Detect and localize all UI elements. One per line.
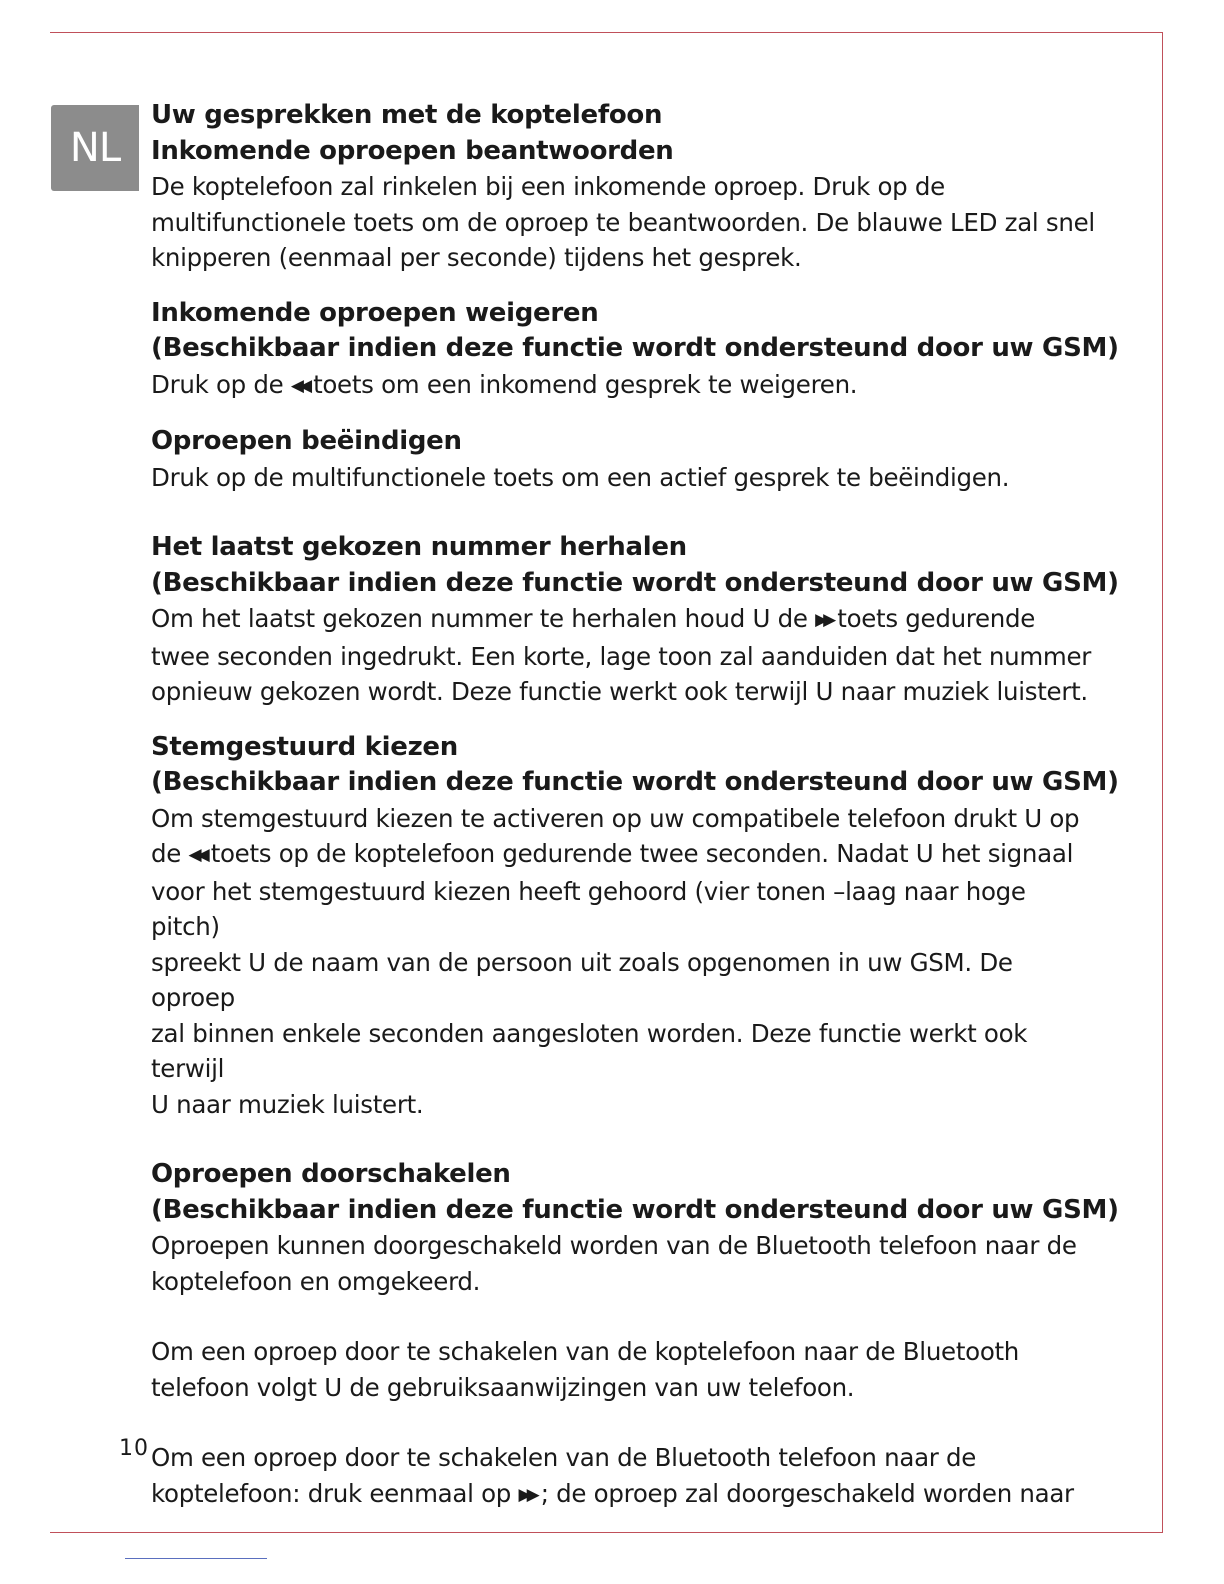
page-number: 10 <box>119 1436 149 1461</box>
body-line: opnieuw gekozen wordt. Deze functie werkt ook terwijl U naar muziek luistert. <box>151 677 1088 706</box>
section-title: Oproepen beëindigen <box>151 426 462 456</box>
availability-note: (Beschikbaar indien deze functie wordt ondersteund door uw GSM) <box>151 1194 1119 1225</box>
body-line: U naar muziek luistert. <box>151 1089 424 1119</box>
body-line: koptelefoon en omgekeerd. <box>151 1266 481 1296</box>
availability-note: (Beschikbaar indien deze functie wordt ondersteund door uw GSM) <box>151 333 1119 363</box>
body-line: Druk op de ◀◀ toets om een inkomend gesprek te weigeren. <box>151 369 858 399</box>
fast-forward-icon: ▶▶ <box>518 1484 535 1505</box>
body-line: knipperen (eenmaal per seconde) tijdens het gesprek. <box>151 243 802 272</box>
body-line: Oproepen kunnen doorgeschakeld worden van de Bluetooth telefoon naar de <box>151 1231 1077 1260</box>
availability-note: (Beschikbaar indien deze functie wordt ondersteund door uw GSM) <box>151 567 1119 598</box>
body-line: de ◀◀ toets op de koptelefoon gedurende twee seconden. Nadat U het signaal <box>151 839 1074 868</box>
fast-forward-icon: ▶▶ <box>815 610 832 630</box>
section-title: Het laatst gekozen nummer herhalen <box>151 532 687 562</box>
section-subtitle: Inkomende oproepen beantwoorden <box>151 135 674 166</box>
body-line: telefoon volgt U de gebruiksaanwijzingen van uw telefoon. <box>151 1372 855 1402</box>
page-frame-bottom <box>50 1532 1163 1533</box>
body-line: Om een oproep door te schakelen van de koptelefoon naar de Bluetooth <box>151 1337 1020 1366</box>
section-title: Oproepen doorschakelen <box>151 1159 511 1189</box>
section-title: Stemgestuurd kiezen <box>151 731 458 762</box>
rewind-icon: ◀◀ <box>290 375 308 396</box>
body-line: De koptelefoon zal rinkelen bij een inkomende oproep. Druk op de <box>151 172 945 201</box>
section-title: Inkomende oproepen weigeren <box>151 297 599 328</box>
bottom-mark-line <box>125 1558 267 1559</box>
section-title: Uw gesprekken met de koptelefoon <box>151 100 663 130</box>
body-line: Om een oproep door te schakelen van de Bluetooth telefoon naar de <box>151 1443 977 1472</box>
body-line: Om het laatst gekozen nummer te herhalen houd U de ▶▶ toets gedurende <box>151 604 1036 633</box>
page-frame-right <box>1162 32 1163 1533</box>
body-line: spreekt U de naam van de persoon uit zoals opgenomen in uw GSM. De oproep <box>151 947 1013 1012</box>
language-tab: NL <box>51 105 139 191</box>
page-frame-top <box>50 32 1163 33</box>
body-line: Om stemgestuurd kiezen te activeren op uw compatibele telefoon drukt U op <box>151 803 1080 833</box>
body-line: koptelefoon: druk eenmaal op ▶▶ ; de oproep zal doorgeschakeld worden naar <box>151 1478 1074 1508</box>
manual-content <box>151 98 1119 1513</box>
availability-note: (Beschikbaar indien deze functie wordt ondersteund door uw GSM) <box>151 767 1119 797</box>
body-line: Druk op de multifunctionele toets om een actief gesprek te beëindigen. <box>151 462 1010 492</box>
body-line: zal binnen enkele seconden aangesloten worden. Deze functie werkt ook terwijl <box>151 1018 1028 1083</box>
rewind-icon: ◀◀ <box>188 845 205 865</box>
body-line: twee seconden ingedrukt. Een korte, lage toon zal aanduiden dat het nummer <box>151 641 1092 671</box>
body-line: multifunctionele toets om de oproep te beantwoorden. De blauwe LED zal snel <box>151 207 1095 237</box>
body-line: voor het stemgestuurd kiezen heeft gehoord (vier tonen –laag naar hoge pitch) <box>151 876 1026 941</box>
